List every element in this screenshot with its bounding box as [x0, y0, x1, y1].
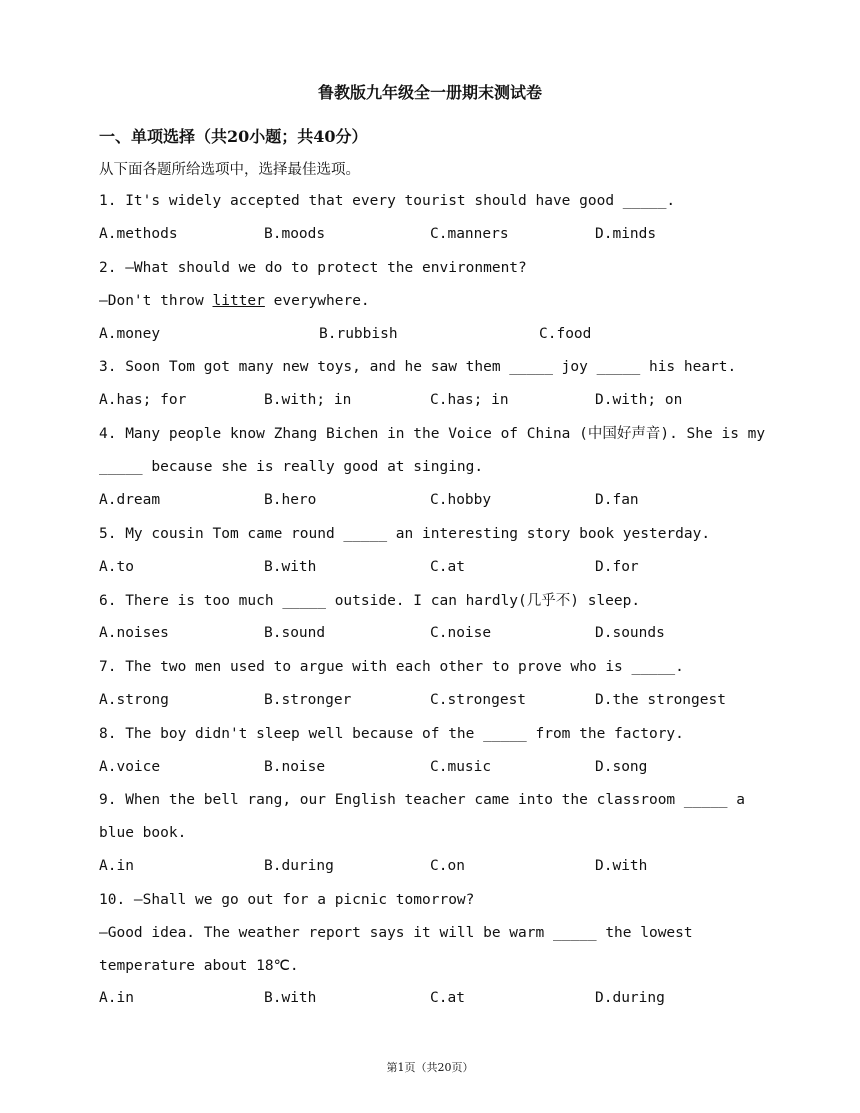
- option-a: A.noises: [99, 625, 169, 641]
- option-a: A.voice: [99, 759, 161, 775]
- option-b: B.with: [264, 559, 317, 575]
- option-a: A.in: [99, 990, 134, 1006]
- option-c: C.has; in: [430, 392, 509, 408]
- question-10-stem: 10. —Shall we go out for a picnic tomorrow?: [99, 892, 475, 908]
- option-d: D.with; on: [595, 392, 683, 408]
- option-b: B.rubbish: [319, 326, 398, 342]
- page-footer: 第1页（共20页）: [386, 1061, 474, 1074]
- question-2-reply: [99, 291, 370, 311]
- option-d: D.sounds: [595, 625, 665, 641]
- question-8-stem: 8. The boy didn't sleep well because of the _____ from the factory.: [99, 726, 684, 742]
- option-b: B.with; in: [264, 392, 352, 408]
- option-b: B.during: [264, 858, 334, 874]
- option-b: B.with: [264, 990, 317, 1006]
- option-a: A.to: [99, 559, 134, 575]
- question-5-stem: 5. My cousin Tom came round _____ an interesting story book yesterday.: [99, 526, 711, 542]
- option-c: C.manners: [430, 226, 509, 242]
- question-9-stem: 9. When the bell rang, our English teacher came into the classroom _____ a: [99, 792, 746, 808]
- question-4-stem: 4. Many people know Zhang Bichen in the Voice of China (中国好声音). She is my: [99, 426, 766, 442]
- question-2-stem: 2. —What should we do to protect the environment?: [99, 260, 527, 276]
- option-a: A.methods: [99, 226, 178, 242]
- option-d: D.during: [595, 990, 665, 1006]
- question-7-stem: 7. The two men used to argue with each other to prove who is _____.: [99, 659, 684, 675]
- page-title: 鲁教版九年级全一册期末测试卷: [317, 83, 542, 102]
- option-b: B.stronger: [264, 692, 352, 708]
- section-heading: 一、单项选择（共20小题；共40分）: [99, 127, 368, 146]
- option-a: A.strong: [99, 692, 169, 708]
- option-c: C.food: [539, 326, 592, 342]
- question-6-stem: 6. There is too much _____ outside. I can hardly(几乎不) sleep.: [99, 593, 641, 609]
- option-d: D.the strongest: [595, 692, 726, 708]
- option-b: B.moods: [264, 226, 326, 242]
- reply-prefix: —Don't throw: [99, 293, 213, 309]
- option-c: C.noise: [430, 625, 492, 641]
- option-b: B.noise: [264, 759, 326, 775]
- option-a: A.has; for: [99, 392, 187, 408]
- option-c: C.at: [430, 559, 465, 575]
- option-b: B.hero: [264, 492, 317, 508]
- option-b: B.sound: [264, 625, 326, 641]
- option-a: A.in: [99, 858, 134, 874]
- question-10-reply: —Good idea. The weather report says it will be warm _____ the lowest: [99, 925, 693, 941]
- option-c: C.strongest: [430, 692, 527, 708]
- option-c: C.music: [430, 759, 492, 775]
- underlined-word: litter: [212, 293, 265, 309]
- question-4-stem-cont: _____ because she is really good at singing.: [99, 459, 484, 475]
- option-d: D.with: [595, 858, 648, 874]
- reply-suffix: everywhere.: [264, 293, 370, 309]
- question-1-stem: 1. It's widely accepted that every tourist should have good _____.: [99, 193, 676, 209]
- option-c: C.on: [430, 858, 465, 874]
- instruction-text: 从下面各题所给选项中，选择最佳选项。: [99, 162, 360, 178]
- option-d: D.song: [595, 759, 648, 775]
- question-10-reply-cont: temperature about 18℃.: [99, 958, 299, 974]
- option-d: D.fan: [595, 492, 639, 508]
- option-a: A.dream: [99, 492, 161, 508]
- option-c: C.hobby: [430, 492, 492, 508]
- option-a: A.money: [99, 326, 161, 342]
- question-3-stem: 3. Soon Tom got many new toys, and he saw them _____ joy _____ his heart.: [99, 359, 737, 375]
- option-d: D.minds: [595, 226, 657, 242]
- option-d: D.for: [595, 559, 639, 575]
- option-c: C.at: [430, 990, 465, 1006]
- question-9-stem-cont: blue book.: [99, 825, 187, 841]
